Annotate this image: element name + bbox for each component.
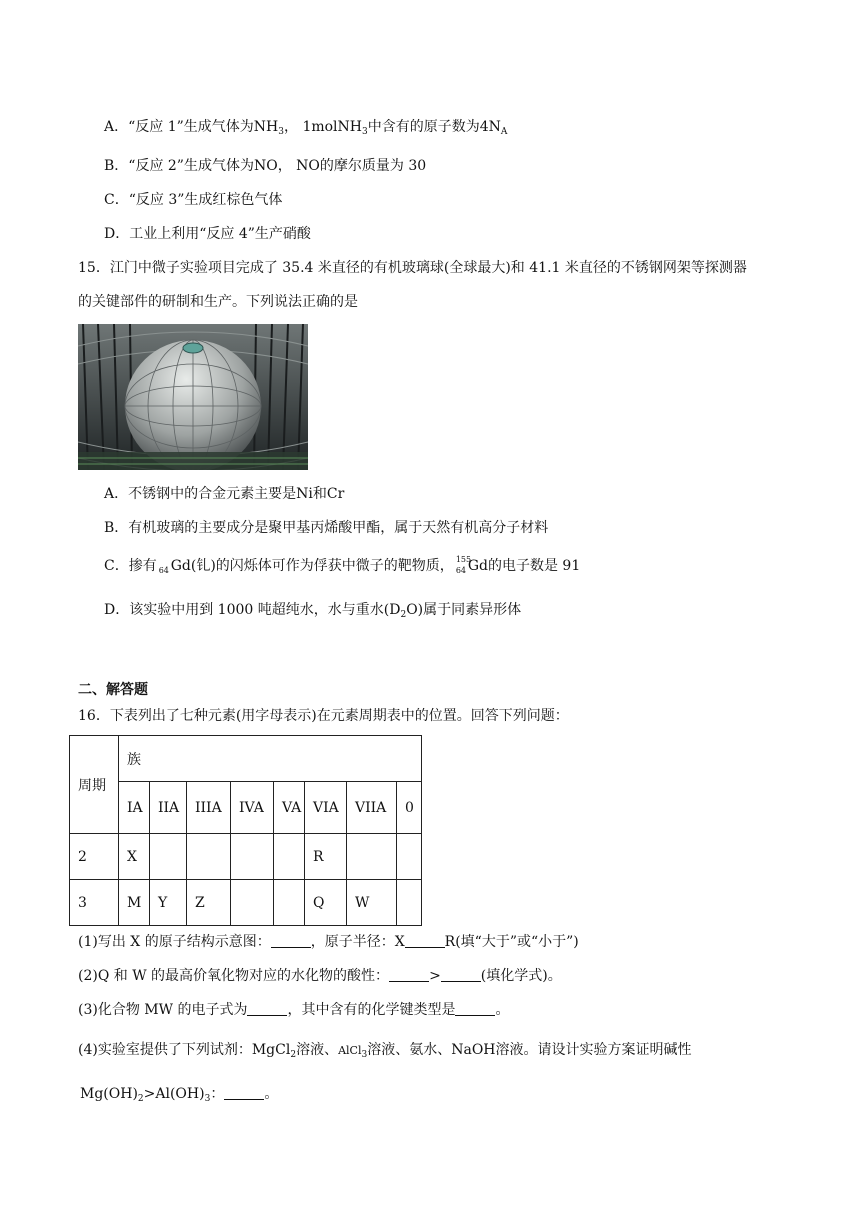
element-cell: Q: [305, 880, 347, 926]
detector-photo: [78, 324, 308, 470]
group-cell: IVA: [231, 782, 274, 834]
period-cell: 3: [70, 880, 119, 926]
group-cell: IIIA: [187, 782, 231, 834]
answer-blank[interactable]: [247, 1001, 287, 1016]
group-cell: VA: [274, 782, 305, 834]
element-cell: [231, 834, 274, 880]
element-cell: [274, 880, 305, 926]
q16-part3: (3)化合物 MW 的电子式为 ，其中含有的化学键类型是 。: [78, 1002, 510, 1018]
table-row: [70, 834, 422, 880]
q15-stem-line2: 的关键部件的研制和生产。下列说法正确的是: [78, 294, 358, 310]
q14-option-b: B．“反应 2”生成气体为NO， NO的摩尔质量为 30: [104, 158, 427, 174]
q15-option-c: C．掺有 64 Gd(钆)的闪烁体可作为俘获中微子的靶物质， 155 64 Gd的电子数是 91: [104, 555, 581, 575]
element-cell: [274, 834, 305, 880]
group-cell: 0: [397, 782, 422, 834]
detector-sphere-illustration: [78, 324, 308, 470]
period-header: 周期: [70, 736, 119, 834]
element-cell: R: [305, 834, 347, 880]
element-cell: [150, 834, 187, 880]
element-cell: [231, 880, 274, 926]
q14-option-a: A．“反应 1”生成气体为$NH_3$， 1molNH$_3$中含有的原子数为$4N_A$: [104, 119, 508, 137]
element-cell: [187, 834, 231, 880]
element-cell: Z: [187, 880, 231, 926]
answer-blank[interactable]: [441, 967, 481, 982]
q14-option-c: C．“反应 3”生成红棕色气体: [104, 192, 283, 208]
element-cell: M: [119, 880, 150, 926]
element-cell: X: [119, 834, 150, 880]
q15-stem-line1: 15．江门中微子实验项目完成了 35.4 米直径的有机玻璃球(全球最大)和 41.1 米直径的不锈钢网架等探测器: [78, 260, 747, 276]
q16-part2: (2)Q 和 W 的最高价氧化物对应的水化物的酸性： > (填化学式)。: [78, 968, 562, 984]
answer-blank[interactable]: [271, 933, 311, 948]
answer-blank[interactable]: [405, 933, 445, 948]
q15-option-d: D．该实验中用到 1000 吨超纯水，水与重水$(D_2O)$属于同素异形体: [104, 602, 522, 620]
element-cell: [397, 880, 422, 926]
group-header: 族: [119, 736, 422, 782]
element-cell: [397, 834, 422, 880]
q16-part1: (1)写出 X 的原子结构示意图： ，原子半径：X R(填“大于”或“小于”): [78, 934, 579, 950]
group-row: [70, 782, 422, 834]
answer-blank[interactable]: [389, 967, 429, 982]
section-title: 二、解答题: [78, 682, 148, 698]
table-row: [70, 880, 422, 926]
answer-blank[interactable]: [455, 1001, 495, 1016]
q16-intro: 16．下表列出了七种元素(用字母表示)在元素周期表中的位置。回答下列问题：: [78, 708, 569, 724]
q16-part4: (4)实验室提供了下列试剂：MgCl$_2$溶液、AlCl$_3$溶液、氨水、NaOH溶液。请设计实验方案证明碱性: [78, 1042, 692, 1060]
q16-part4-line2: $Mg(OH)_2>Al(OH)_3$： 。: [80, 1086, 279, 1104]
group-cell: VIIA: [347, 782, 397, 834]
group-cell: VIA: [305, 782, 347, 834]
q15-option-b: B．有机玻璃的主要成分是聚甲基丙烯酸甲酯，属于天然有机高分子材料: [104, 520, 549, 536]
q14-option-d: D．工业上利用“反应 4”生产硝酸: [104, 226, 311, 242]
period-cell: 2: [70, 834, 119, 880]
element-cell: [347, 834, 397, 880]
periodic-table: [69, 735, 422, 926]
q15-option-a: A．不锈钢中的合金元素主要是Ni和Cr: [104, 486, 345, 502]
element-cell: W: [347, 880, 397, 926]
element-cell: Y: [150, 880, 187, 926]
group-cell: IIA: [150, 782, 187, 834]
answer-blank[interactable]: [224, 1085, 264, 1100]
group-cell: IA: [119, 782, 150, 834]
